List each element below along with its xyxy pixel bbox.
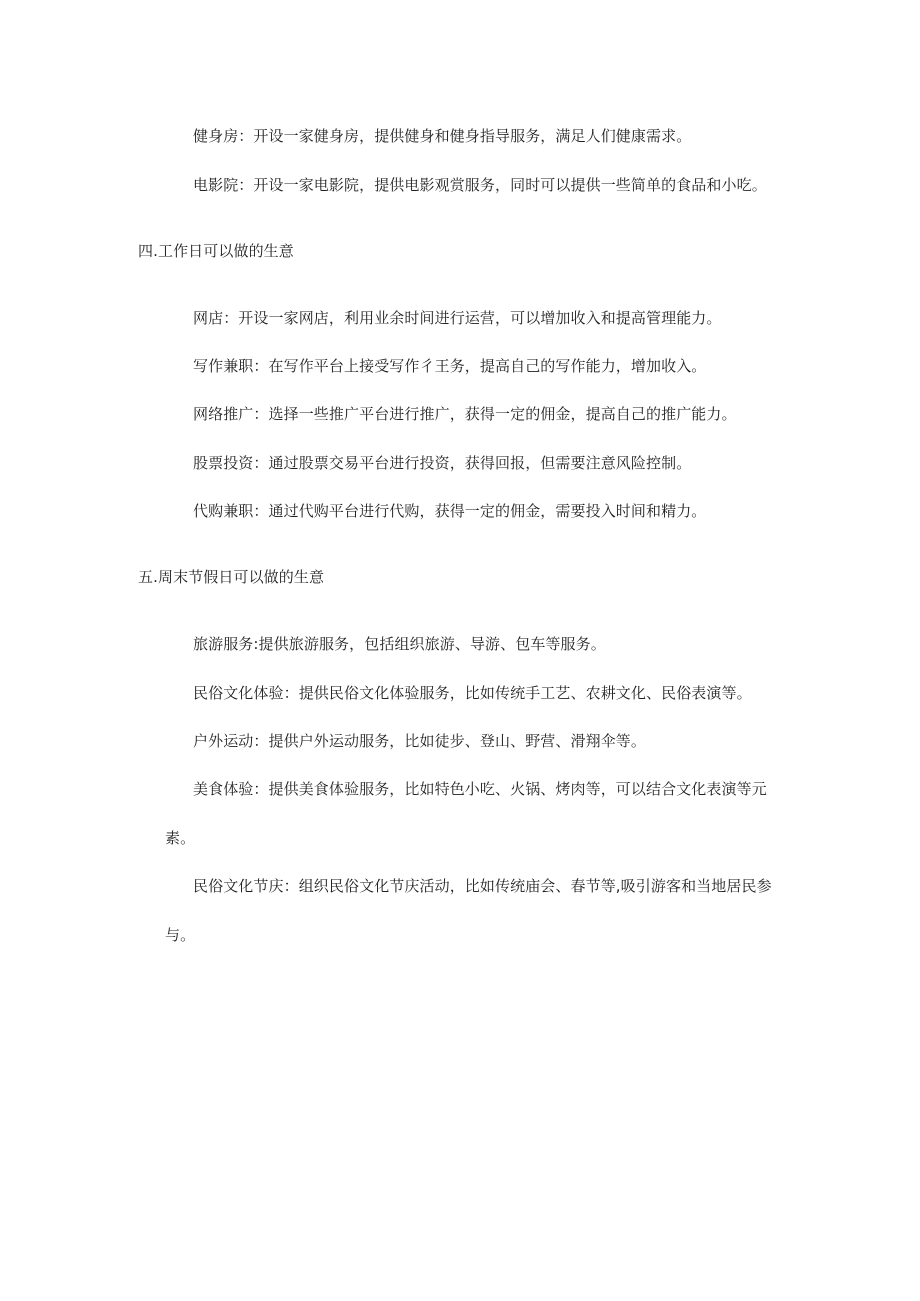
paragraph-purchasing-agent: 代购兼职：通过代购平台进行代购，获得一定的佣金，需要投入时间和精力。 [193,502,707,520]
paragraph-folk-festival: 民俗文化节庆：组织民俗文化节庆活动，比如传统庙会、春节等,吸引游客和当地居民参 [193,877,772,895]
paragraph-gym: 健身房：开设一家健身房，提供健身和健身指导服务，满足人们健康需求。 [193,127,692,145]
paragraph-cinema: 电影院：开设一家电影院，提供电影观赏服务，同时可以提供一些简单的食品和小吃。 [193,176,767,194]
section-heading-weekday: 四.工作日可以做的生意 [138,242,294,260]
paragraph-folk-festival-continued: 与。 [165,926,196,944]
paragraph-food-experience-continued: 素。 [165,829,196,847]
section-heading-weekend: 五.周末节假日可以做的生意 [138,568,325,586]
paragraph-tourism-service: 旅游服务:提供旅游服务，包括组织旅游、导游、包车等服务。 [193,635,606,653]
paragraph-food-experience: 美食体验：提供美食体验服务，比如特色小吃、火锅、烤肉等，可以结合文化表演等元 [193,780,767,798]
paragraph-folk-culture-experience: 民俗文化体验：提供民俗文化体验服务，比如传统手工艺、农耕文化、民俗表演等。 [193,684,752,702]
paragraph-online-promotion: 网络推广：选择一些推广平台进行推广，获得一定的佣金，提高自己的推广能力。 [193,405,737,423]
paragraph-writing-parttime: 写作兼职：在写作平台上接受写作彳王务，提高自己的写作能力，增加收入。 [193,357,707,375]
paragraph-online-shop: 网店：开设一家网店，利用业余时间进行运营，可以增加收入和提高管理能力。 [193,309,722,327]
paragraph-stock-investment: 股票投资：通过股票交易平台进行投资，获得回报，但需要注意风险控制。 [193,454,692,472]
paragraph-outdoor-sports: 户外运动：提供户外运动服务，比如徒步、登山、野营、滑翔伞等。 [193,732,647,750]
